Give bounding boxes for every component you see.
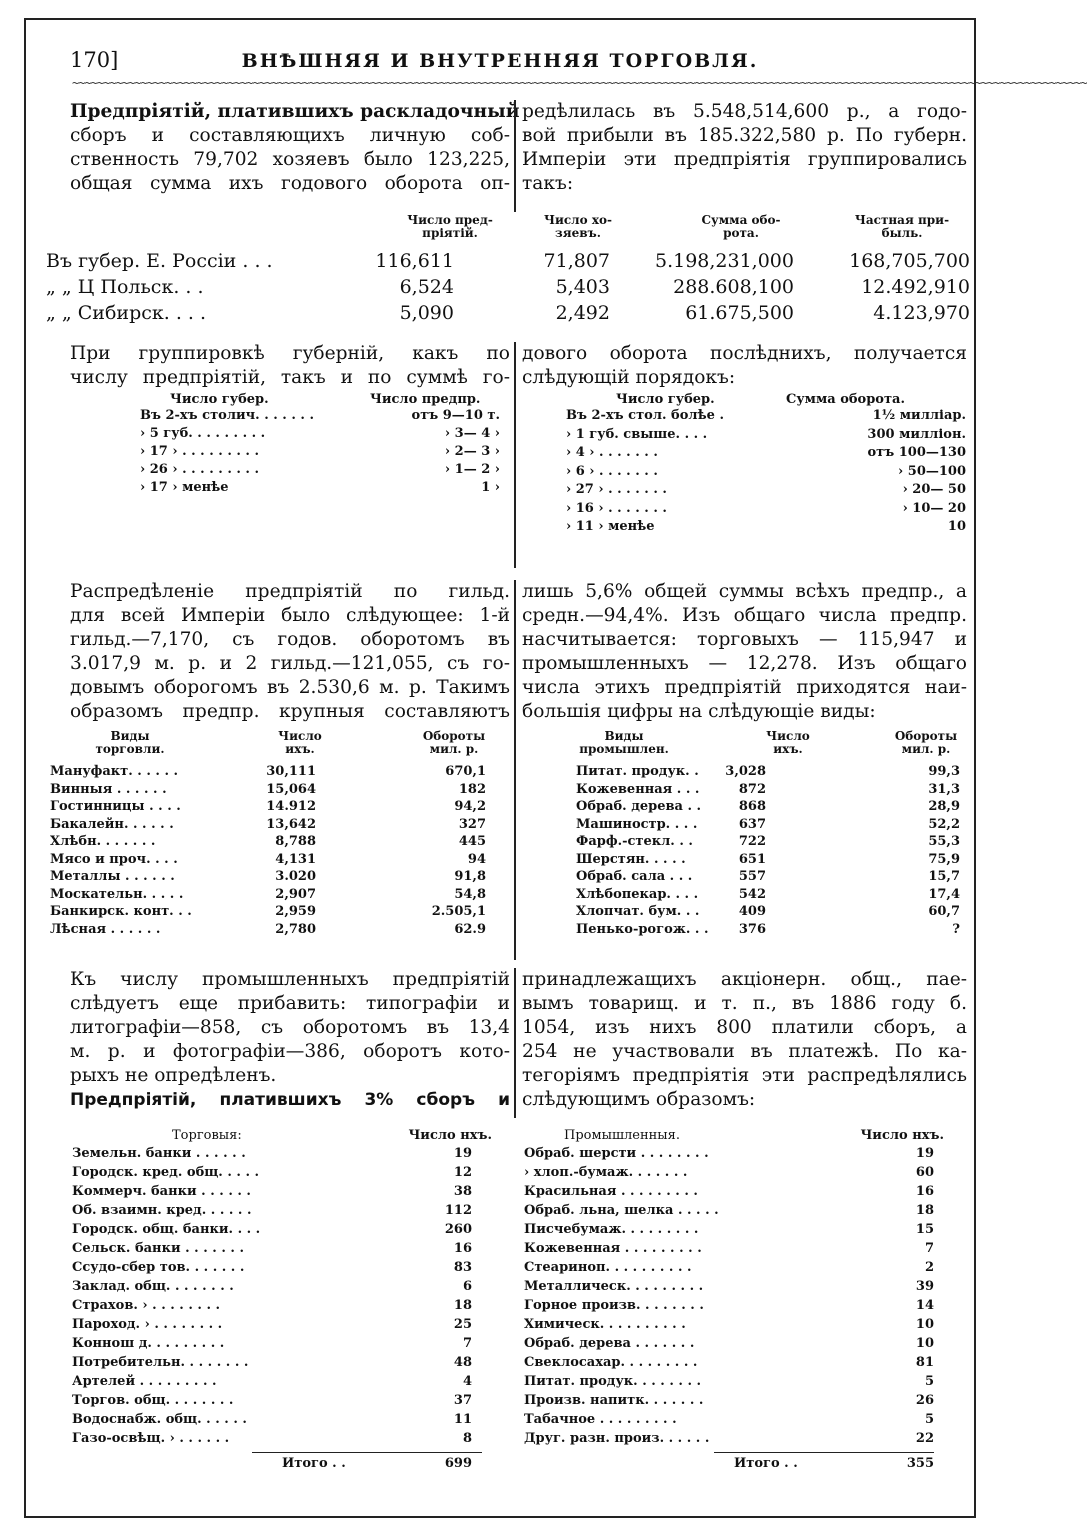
tbl3-count: 25 (453, 1317, 472, 1332)
text-line: числу предпріятій, такъ и по суммѣ го- (70, 367, 510, 388)
table1-row-label: „ „ Сибирск. . . . (46, 302, 207, 324)
text-line: 1054, изъ нихъ 800 платили сборъ, а (522, 1017, 967, 1038)
tbl3-label: Стеариноп. . . . . . . . . . (524, 1260, 692, 1275)
kinds-count: 3.020 (275, 869, 316, 884)
grouping-value: › 1— 2 › (444, 462, 500, 477)
grouping-label: › 1 губ. свыше. . . . (566, 426, 708, 442)
grouping-value: › 50—100 (898, 463, 966, 479)
tbl3-count: 19 (915, 1146, 934, 1161)
kinds-header: Число ихъ. (278, 729, 322, 756)
tbl3-count: 81 (915, 1355, 934, 1370)
tbl3-label: Горное произв. . . . . . . . (524, 1298, 704, 1313)
text-line: Предпріятій, платившихъ раскладочный (70, 101, 520, 122)
tbl3-label: Обраб. шерсти . . . . . . . . (524, 1146, 709, 1161)
table-province-summary (26, 214, 978, 324)
kinds-header: Обороты мил. р. (894, 729, 958, 756)
kinds-count: 14.912 (266, 799, 316, 814)
tbl3-label: Друг. разн. произ. . . . . . (524, 1431, 710, 1446)
tbl3-label: Пароход. › . . . . . . . . (72, 1317, 223, 1332)
kinds-count: 2,907 (275, 886, 316, 902)
tbl3-header: Число нхъ. (860, 1128, 944, 1143)
kinds-turnover: 31,3 (928, 781, 960, 797)
kinds-label: Машиностр. . . . (576, 816, 698, 832)
tbl3-label: Металлическ. . . . . . . . . (524, 1279, 704, 1294)
text-line: вой прибыли въ 185.322,580 р. По губерн. (522, 125, 967, 146)
kinds-count: 2,959 (275, 904, 316, 919)
text-line: литографіи—858, съ оборотомъ въ 13,4 (70, 1017, 510, 1038)
column-divider (514, 580, 516, 960)
table1-cell: 116,611 (375, 250, 454, 272)
tbl3-count: 83 (453, 1260, 472, 1275)
tbl3-count: 60 (915, 1165, 934, 1180)
kinds-turnover: 94 (467, 851, 486, 867)
text-line: слѣдующій порядокъ: (522, 367, 736, 388)
kinds-header: Виды промышлен. (579, 729, 669, 756)
kinds-label: Мануфакт. . . . . . (50, 764, 179, 779)
text-line: гильд.—7,170, съ годов. оборотомъ въ (70, 629, 510, 650)
kinds-label: Пенько-рогож. . . (576, 921, 709, 937)
tbl3-total-label: Итого . . (734, 1456, 798, 1471)
tbl3-count: 22 (915, 1431, 934, 1446)
tbl3-label: Сельск. банки . . . . . . . (72, 1241, 244, 1256)
s2-left (70, 342, 510, 390)
kinds-label: Хлопчат. бум. . . (576, 904, 700, 919)
kinds-turnover: 182 (458, 781, 486, 797)
kinds-header: Виды торговли. (95, 729, 165, 756)
kinds-label: Фарф.-стекл. . . (576, 834, 693, 849)
kinds-turnover: 91,8 (454, 869, 486, 884)
grouping-header: Число губер. (616, 392, 715, 407)
table1-row-label: „ „ Ц Польск. . . (46, 276, 204, 298)
tbl3-count: 26 (915, 1393, 934, 1408)
tbl3-count: 112 (444, 1203, 472, 1218)
tbl3-label: Свеклосахар. . . . . . . . . (524, 1355, 698, 1370)
tbl3-count: 2 (924, 1260, 934, 1275)
tbl3-label: Произв. напитк. . . . . . . (524, 1393, 704, 1408)
kinds-label: Банкирск. конт. . . (50, 904, 192, 919)
kinds-count: 4,131 (275, 851, 316, 867)
text-line: вымъ товарищ. и т. п., въ 1886 году б. (522, 993, 967, 1014)
tbl3-label: Ссудо-сбер тов. . . . . . . (72, 1260, 245, 1275)
text-line: слѣдуетъ еще прибавить: типографіи и (70, 993, 510, 1014)
tbl3-label: Потребительн. . . . . . . . (72, 1355, 249, 1370)
s4-left (70, 968, 510, 1112)
text-line: такъ: (522, 173, 574, 194)
s2-right (522, 342, 967, 390)
grouping-value: отъ 100—130 (867, 445, 966, 460)
grouping-label: Въ 2-хъ стол. болѣе . (566, 408, 725, 423)
grouping-header: Число предпр. (370, 392, 481, 407)
kinds-count: 651 (738, 851, 766, 867)
text-line: сборъ и составляющихъ личную соб- (70, 125, 510, 146)
tbl3-count: 18 (915, 1203, 934, 1218)
text-line: рыхъ не опредѣленъ. (70, 1065, 277, 1086)
table1-cell: 5.198,231,000 (654, 250, 794, 272)
kinds-label: Обраб. сала . . . (576, 869, 693, 884)
tbl3-total: 699 (444, 1456, 472, 1471)
kinds-count: 8,788 (275, 834, 316, 849)
text-line: 254 не участвовали въ платежѣ. По ка- (522, 1041, 967, 1062)
tbl3-label: Кожевенная . . . . . . . . . (524, 1241, 702, 1256)
tbl3-label: Писчебумаж. . . . . . . . . (524, 1222, 699, 1237)
tbl3-count: 7 (924, 1241, 934, 1256)
grouping-value: 1½ милліар. (872, 408, 966, 423)
grouping-label: › 6 › . . . . . . . (566, 463, 658, 479)
tbl3-count: 8 (462, 1431, 472, 1446)
kinds-count: 542 (738, 886, 766, 902)
column-divider (514, 100, 516, 212)
grouping-header: Сумма оборота. (786, 392, 905, 407)
text-line: ственность 79,702 хозяевъ было 123,225, (70, 149, 510, 170)
page-header (26, 20, 974, 78)
kinds-turnover: 94,2 (454, 799, 486, 814)
tbl3-count: 4 (462, 1374, 472, 1389)
tbl3-count: 10 (915, 1336, 934, 1351)
kinds-turnover: 15,7 (928, 869, 960, 884)
tbl3-count: 14 (915, 1298, 934, 1313)
page-title: ВНѢШНЯЯ И ВНУТРЕННЯЯ ТОРГОВЛЯ. (241, 50, 759, 72)
grouping-value: › 10— 20 (902, 500, 966, 516)
text-line: числа этихъ предпріятій приходятся наи- (522, 677, 967, 698)
kinds-turnover: 52,2 (928, 816, 960, 832)
table1-cell: 61.675,500 (685, 302, 794, 324)
kinds-count: 15,064 (266, 781, 316, 797)
text-line: Къ числу промышленныхъ предпріятій (70, 969, 510, 990)
tbl3-count: 18 (453, 1298, 472, 1313)
tbl3-count: 48 (453, 1355, 472, 1370)
grouping-label: › 11 › менѣе (566, 519, 655, 534)
kinds-header: Обороты мил. р. (422, 729, 486, 756)
tbl3-count: 7 (462, 1336, 472, 1351)
table1-header: Частная при- быль. (854, 213, 950, 240)
kinds-label: Винныя . . . . . . (50, 781, 167, 797)
tbl3-count: 16 (915, 1184, 934, 1199)
kinds-turnover: 28,9 (928, 799, 960, 814)
text-line: При группировкѣ губерній, какъ по (70, 343, 510, 364)
tbl3-count: 12 (453, 1165, 472, 1180)
header-wavy-rule: ~~~~~~~~~~~~~~~~~~~~~~~~~~~~~~~~~~~~~~~~~~~~~~~~~~~~~~~~~~~~~~~~~~~~~~~~~~~~~~~~~~~~~~~~~~~~~~~~~~~~~~~~~~~~~~~~~~~~~~~~~~~~~~~~~~~~~~~~~~~~~~~~~~~~~~~~~~~~~~~~~~~ (72, 76, 1087, 90)
s3-left (70, 580, 510, 724)
grouping-value: 300 милліон. (867, 426, 966, 442)
kinds-turnover: ? (952, 921, 960, 937)
tbl3-label: Земельн. банки . . . . . . (72, 1146, 246, 1161)
tbl3-count: 11 (453, 1412, 472, 1427)
grouping-value: › 3— 4 › (444, 426, 500, 441)
tbl3-label: Газо-освѣщ. › . . . . . . (72, 1431, 230, 1446)
table1-cell: 5,090 (399, 302, 454, 324)
kinds-turnover: 75,9 (928, 851, 960, 867)
text-line: средн.—94,4%. Изъ общаго числа предпр. (522, 605, 967, 626)
kinds-count: 409 (738, 904, 766, 919)
text-line: редѣлилась въ 5.548,514,600 р., а годо- (522, 101, 967, 122)
table1-row-label: Въ губер. Е. Россіи . . . (46, 250, 273, 272)
text-line: промышленныхъ — 12,278. Изъ общаго (522, 653, 967, 674)
kinds-label: Бакалейн. . . . . . (50, 816, 174, 832)
kinds-count: 13,642 (266, 816, 316, 832)
tbl3-header: Торговыя: (172, 1128, 242, 1143)
kinds-label: Питат. продук. . (576, 764, 699, 779)
grouping-value: 1 › (481, 480, 500, 495)
tbl3-count: 6 (462, 1279, 472, 1294)
tbl3-label: Коммерч. банки . . . . . . (72, 1184, 251, 1199)
text-line: тегоріямъ предпріятія эти распредѣлялись (522, 1065, 967, 1086)
tbl3-count: 16 (453, 1241, 472, 1256)
tbl3-label: › хлоп.-бумаж. . . . . . . (524, 1165, 688, 1180)
grouping-label: › 16 › . . . . . . . (566, 500, 667, 516)
grouping-value: отъ 9—10 т. (411, 408, 500, 423)
kinds-turnover: 99,3 (928, 764, 960, 779)
kinds-count: 376 (738, 921, 766, 937)
grouping-label: Въ 2-хъ столич. . . . . . . (140, 408, 314, 423)
text-line: большія цифры на слѣдующіе виды: (522, 701, 876, 722)
tbl3-label: Коннош д. . . . . . . . . (72, 1336, 225, 1351)
tbl3-label: Обраб. дерева . . . . . . . (524, 1336, 695, 1351)
tbl3-count: 5 (924, 1374, 934, 1389)
tbl3-count: 15 (915, 1222, 934, 1237)
table1-header: Число хо- зяевъ. (544, 213, 612, 240)
s1-left (70, 100, 520, 196)
table1-cell: 4.123,970 (873, 302, 970, 324)
text-line: общая сумма ихъ годового оборота оп- (70, 173, 510, 194)
text-line: образомъ предпр. крупныя составляютъ (70, 701, 510, 722)
kinds-count: 557 (738, 869, 766, 884)
grouping-value: › 2— 3 › (444, 444, 500, 459)
column-divider (514, 342, 516, 568)
kinds-label: Металлы . . . . . . (50, 869, 175, 884)
tbl3-label: Артелей . . . . . . . . . (72, 1374, 217, 1389)
kinds-turnover: 2.505,1 (431, 904, 486, 919)
tbl3-header: Промышленныя. (564, 1128, 680, 1143)
tbl3-count: 37 (453, 1393, 472, 1408)
grouping-value: › 20— 50 (902, 482, 966, 497)
tbl3-count: 19 (453, 1146, 472, 1161)
kinds-turnover: 17,4 (928, 886, 960, 902)
table1-cell: 2,492 (555, 302, 610, 324)
kinds-count: 30,111 (266, 764, 316, 779)
s4-right (522, 968, 967, 1112)
text-line: м. р. и фотографіи—386, оборотъ кото- (70, 1041, 510, 1062)
tbl3-count: 39 (915, 1279, 934, 1294)
kinds-label: Москательн. . . . . (50, 886, 184, 902)
tbl3-count: 10 (915, 1317, 934, 1332)
tbl3-label: Об. взаимн. кред. . . . . . (72, 1203, 252, 1218)
text-line: насчитывается: торговыхъ — 115,947 и (522, 629, 967, 650)
kinds-turnover: 445 (458, 834, 486, 849)
table1-cell: 5,403 (555, 276, 610, 298)
kinds-turnover: 670,1 (445, 764, 486, 779)
kinds-count: 2,780 (275, 921, 316, 937)
kinds-label: Кожевенная . . . (576, 781, 700, 797)
table1-cell: 12.492,910 (861, 276, 970, 298)
tbl3-label: Красильная . . . . . . . . . (524, 1184, 698, 1199)
text-line: Распредѣленіе предпріятій по гильд. (70, 581, 510, 602)
kinds-count: 872 (738, 781, 766, 797)
table1-header: Сумма обо- рота. (701, 213, 781, 240)
kinds-label: Лѣсная . . . . . . (50, 921, 161, 937)
kinds-header: Число ихъ. (766, 729, 810, 756)
text-line: довымъ оборогомъ въ 2.530,6 м. р. Такимъ (70, 677, 510, 698)
kinds-label: Хлѣбн. . . . . . . (50, 834, 156, 849)
kinds-label: Гостинницы . . . . (50, 799, 181, 814)
kinds-label: Шерстян. . . . . (576, 851, 686, 867)
table1-cell: 288.608,100 (673, 276, 794, 298)
page-number: 170] (70, 48, 119, 72)
tbl3-label: Табачное . . . . . . . . . (524, 1412, 677, 1427)
text-line: для всей Имперіи было слѣдующее: 1-й (70, 605, 510, 626)
tbl3-label: Городск. общ. банки. . . . (72, 1222, 261, 1237)
total-rule (714, 1452, 934, 1453)
kinds-turnover: 62.9 (454, 921, 486, 937)
grouping-value: 10 (947, 519, 966, 534)
column-divider (514, 968, 516, 1118)
kinds-count: 637 (738, 816, 766, 832)
tbl3-count: 260 (444, 1222, 472, 1237)
kinds-count: 722 (738, 834, 766, 849)
table1-header: Число пред- пріятій. (407, 213, 493, 240)
tbl3-total-label: Итого . . (282, 1456, 346, 1471)
text-line: слѣдующимъ образомъ: (522, 1089, 756, 1110)
tbl3-label: Городск. кред. общ. . . . . (72, 1165, 260, 1180)
kinds-label: Мясо и проч. . . . (50, 851, 178, 867)
kinds-turnover: 55,3 (928, 834, 960, 849)
tbl3-label: Водоснабж. общ. . . . . . (72, 1412, 247, 1427)
text-line: дового оборота послѣднихъ, получается (522, 343, 967, 364)
kinds-count: 3,028 (725, 764, 766, 779)
grouping-header: Число губер. (170, 392, 269, 407)
table1-cell: 6,524 (399, 276, 454, 298)
grouping-label: › 26 › . . . . . . . . . (140, 462, 260, 477)
grouping-label: › 27 › . . . . . . . (566, 482, 667, 497)
kinds-label: Хлѣбопекар. . . . (576, 886, 699, 902)
tbl3-label: Химическ. . . . . . . . . . (524, 1317, 686, 1332)
kinds-turnover: 54,8 (454, 886, 486, 902)
kinds-turnover: 327 (458, 816, 486, 832)
grouping-label: › 17 › менѣе (140, 480, 229, 495)
s3-right (522, 580, 967, 724)
grouping-label: › 4 › . . . . . . . (566, 445, 658, 460)
tbl3-label: Торгов. общ. . . . . . . . (72, 1393, 234, 1408)
s1-right (522, 100, 967, 196)
tbl3-label: Питат. продук. . . . . . . . (524, 1374, 702, 1389)
table1-cell: 71,807 (543, 250, 610, 272)
grouping-label: › 17 › . . . . . . . . . (140, 444, 260, 459)
total-rule (252, 1452, 482, 1453)
tbl3-label: Обраб. льна, шелка . . . . . (524, 1203, 719, 1218)
page-frame (24, 18, 1087, 1518)
table1-cell: 168,705,700 (849, 250, 970, 272)
tbl3-total: 355 (906, 1456, 934, 1471)
kinds-label: Обраб. дерева . . (576, 799, 702, 814)
grouping-label: › 5 губ. . . . . . . . . (140, 426, 266, 441)
tbl3-label: Страхов. › . . . . . . . . (72, 1298, 221, 1313)
text-line-bold: Предпріятій, платившихъ 3% сборъ и (70, 1090, 510, 1110)
kinds-count: 868 (738, 799, 766, 814)
tbl3-label: Заклад. общ. . . . . . . . (72, 1279, 234, 1294)
kinds-turnover: 60,7 (928, 904, 960, 919)
text-line: принадлежащихъ акціонерн. общ., паe- (522, 969, 967, 990)
text-line: 3.017,9 м. р. и 2 гильд.—121,055, съ го- (70, 653, 510, 674)
tbl3-header: Число нхъ. (408, 1128, 492, 1143)
text-line: лишь 5,6% общей суммы всѣхъ предпр., а (522, 581, 967, 602)
tbl3-count: 5 (924, 1412, 934, 1427)
text-line: Имперіи эти предпріятія группировались (522, 149, 967, 170)
tbl3-count: 38 (453, 1184, 472, 1199)
